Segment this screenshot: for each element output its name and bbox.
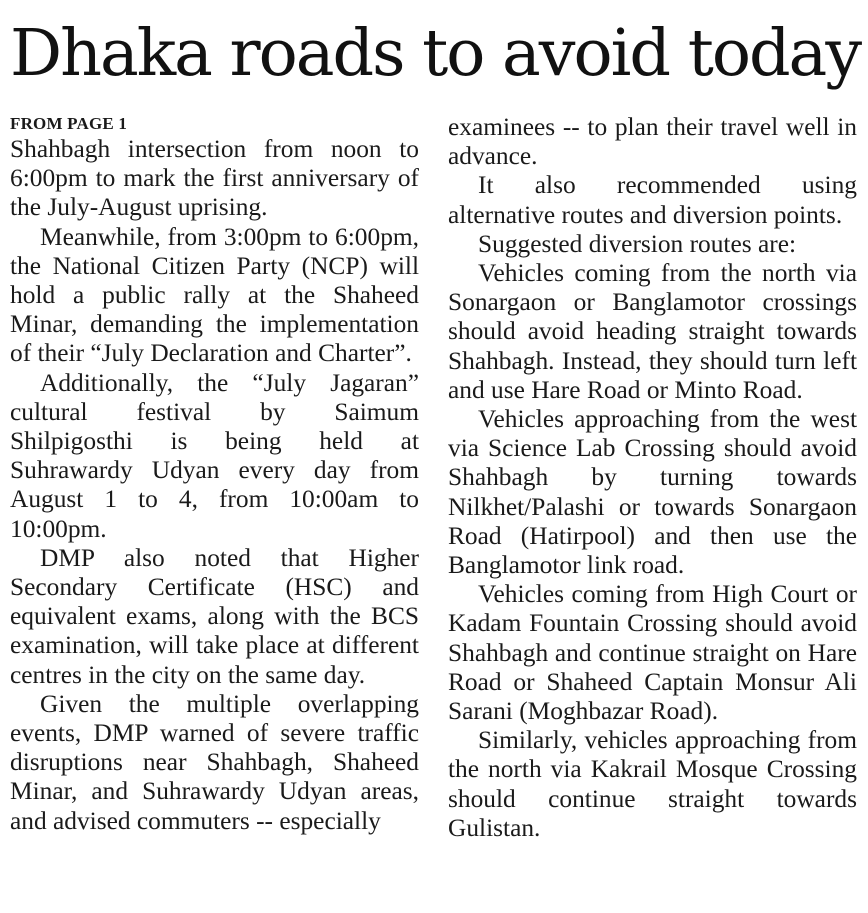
left-column: [10, 113, 419, 836]
paragraph: Similarly, vehicles approaching from the north via Kakrail Mosque Crossing should continue straight towards Gulistan.: [448, 726, 857, 842]
paragraph: examinees -- to plan their travel well in advance.: [448, 113, 857, 171]
paragraph: Vehicles coming from High Court or Kadam Fountain Crossing should avoid Shahbagh and continue straight on Hare Road or Shaheed Captain Monsur Ali Sarani (Moghbazar Road).: [448, 580, 857, 726]
paragraph: Meanwhile, from 3:00pm to 6:00pm, the National Citizen Party (NCP) will hold a public rally at the Shaheed Minar, demanding the implementation of their “July Declaration and Charter”.: [10, 222, 419, 368]
paragraph: Vehicles approaching from the west via Science Lab Crossing should avoid Shahbagh by turning towards Nilkhet/Palashi or towards Sonargaon Road (Hatirpool) and then use the Banglamotor link road.: [448, 405, 857, 580]
paragraph: Additionally, the “July Jagaran” cultural festival by Saimum Shilpigosthi is being held at Suhrawardy Udyan every day from August 1 to 4, from 10:00am to 10:00pm.: [10, 368, 419, 543]
paragraph: DMP also noted that Higher Secondary Certificate (HSC) and equivalent exams, along with the BCS examination, will take place at different centres in the city on the same day.: [10, 543, 419, 689]
paragraph: Shahbagh intersection from noon to 6:00pm to mark the first anniversary of the July-August uprising.: [10, 135, 419, 222]
paragraph: It also recommended using alternative routes and diversion points.: [448, 171, 857, 229]
kicker: FROM PAGE 1: [10, 114, 128, 133]
headline: Dhaka roads to avoid today: [10, 16, 861, 91]
right-column: [448, 113, 857, 843]
paragraph: Given the multiple overlapping events, DMP warned of severe traffic disruptions near Shahbagh, Shaheed Minar, and Suhrawardy Udyan areas, and advised commuters -- especially: [10, 689, 419, 835]
paragraph: Suggested diversion routes are:: [478, 229, 797, 258]
paragraph: Vehicles coming from the north via Sonargaon or Banglamotor crossings should avoid heading straight towards Shahbagh. Instead, they should turn left and use Hare Road or Minto Road.: [448, 259, 857, 404]
